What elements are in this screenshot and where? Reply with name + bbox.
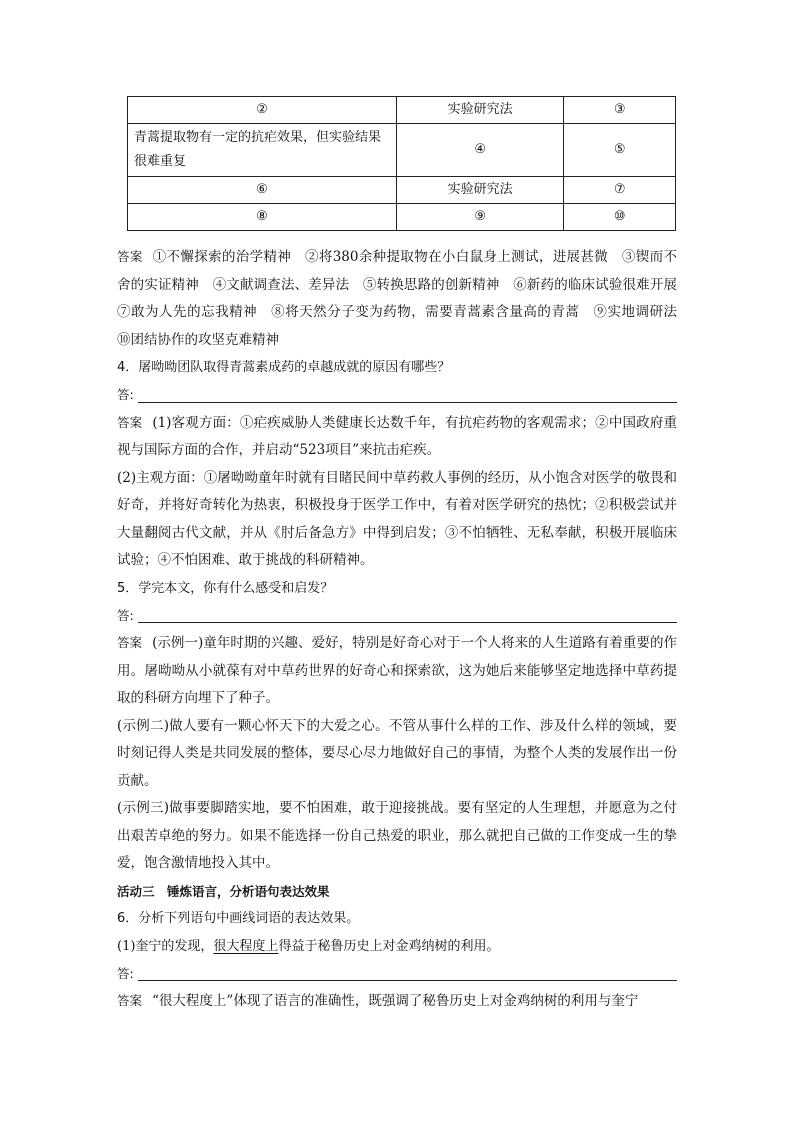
activity-heading: 活动三 锤炼语言，分析语句表达效果 (117, 883, 330, 899)
table-cell: ⑩ (564, 204, 676, 231)
table-cell: ⑤ (564, 124, 676, 177)
question-5: 5．学完本文，你有什么感受和启发？ (117, 580, 334, 596)
table-cell: ⑦ (564, 177, 676, 204)
table-cell: ② (128, 97, 397, 124)
answer-label: 答案 (117, 635, 143, 650)
table-cell: 青蒿提取物有一定的抗疟效果，但实验结果很难重复 (128, 124, 397, 177)
underlined-phrase: 很大程度上 (213, 938, 279, 954)
table-row (128, 177, 676, 204)
answer-text: ①不懈探索的治学精神 ②将380余种提取物在小白鼠身上测试，进展甚微 ③锲而不舍的实证精神 ④文献调查法、差异法 ⑤转换思路的创新精神 ⑥新药的临床试验很难开展 ⑦敢为人先的忘我精神 ⑧将天然分子变为药物，需要青蒿素含量高的青蒿 ⑨实地调研法 ⑩团结协作的攻坚克难精神 (117, 249, 691, 348)
blank-label: 答: (117, 387, 134, 402)
answer-5-p2: (示例二)做人要有一颗心怀天下的大爱之心。不管从事什么样的工作、涉及什么样的领域，要时刻记得人类是共同发展的整体，要尽心尽力地做好自己的事情，为整个人类的发展作出一份贡献。 (117, 717, 677, 789)
question-6: 6．分析下列语句中画线词语的表达效果。 (117, 911, 360, 926)
question-4: 4．屠呦呦团队取得青蒿素成药的卓越成就的原因有哪些？ (117, 360, 451, 375)
table-cell: 实验研究法 (396, 97, 563, 124)
table-row (128, 124, 676, 177)
answer-label: 答案 (117, 993, 143, 1008)
answer-label: 答案 (117, 249, 143, 264)
table-cell: ④ (396, 124, 563, 177)
answer-text: (1)客观方面：①疟疾威胁人类健康长达数千年，有抗疟药物的客观需求；②中国政府重视与国际方面的合作，并启动“523项目”来抗击疟疾。 (117, 414, 677, 458)
table-cell: ⑥ (128, 177, 397, 204)
answer-label: 答案 (117, 414, 143, 430)
answer-block-1 (117, 243, 691, 354)
blank-label: 答: (117, 607, 134, 623)
table-cell: ⑨ (396, 204, 563, 231)
answer-5-p1 (117, 629, 677, 713)
table-row (128, 97, 676, 124)
answer-6-p1 (117, 987, 677, 1016)
answer-text: “很大程度上”体现了语言的准确性，既强调了秘鲁历史上对金鸡纳树的利用与奎宁 (152, 993, 639, 1009)
answer-4-p1 (117, 409, 677, 465)
answer-4-p2: (2)主观方面：①屠呦呦童年时就有目睹民间中草药救人事例的经历，从小饱含对医学的敬畏和好奇，并将好奇转化为热衷，积极投身于医学工作中，有着对医学研究的热忱；②积极尝试并大量翻阅古代文献，并从《肘后备急方》中得到启发；③不怕牺牲、无私奉献，积极开展临床试验；④不怕困难、敢于挑战的科研精神。 (117, 469, 677, 568)
table-cell: 实验研究法 (396, 177, 563, 204)
answer-blank-6[interactable] (117, 960, 677, 987)
answer-blank-5[interactable] (117, 602, 677, 629)
blank-label: 答: (117, 965, 134, 981)
method-table (127, 96, 676, 231)
answer-blank-4[interactable] (117, 382, 677, 409)
table-cell: ③ (564, 97, 676, 124)
table-row (128, 204, 676, 231)
answer-5-p3: (示例三)做事要脚踏实地，要不怕困难，敢于迎接挑战。要有坚定的人生理想，并愿意为之付出艰苦卓绝的努力。如果不能选择一份自己热爱的职业，那么就把自己做的工作变成一生的挚爱，饱含激情地投入其中。 (117, 800, 677, 871)
table-cell: ⑧ (128, 204, 397, 231)
answer-text: (示例一)童年时期的兴趣、爱好，特别是好奇心对于一个人将来的人生道路有着重要的作用。屠呦呦从小就葆有对中草药世界的好奇心和探索欲，这为她后来能够坚定地选择中草药提取的科研方向埋下了种子。 (117, 635, 677, 706)
document-page (117, 96, 691, 1016)
question-6-item-1: (1)奎宁的发现，很大程度上得益于秘鲁历史上对金鸡纳树的利用。 (117, 938, 500, 954)
